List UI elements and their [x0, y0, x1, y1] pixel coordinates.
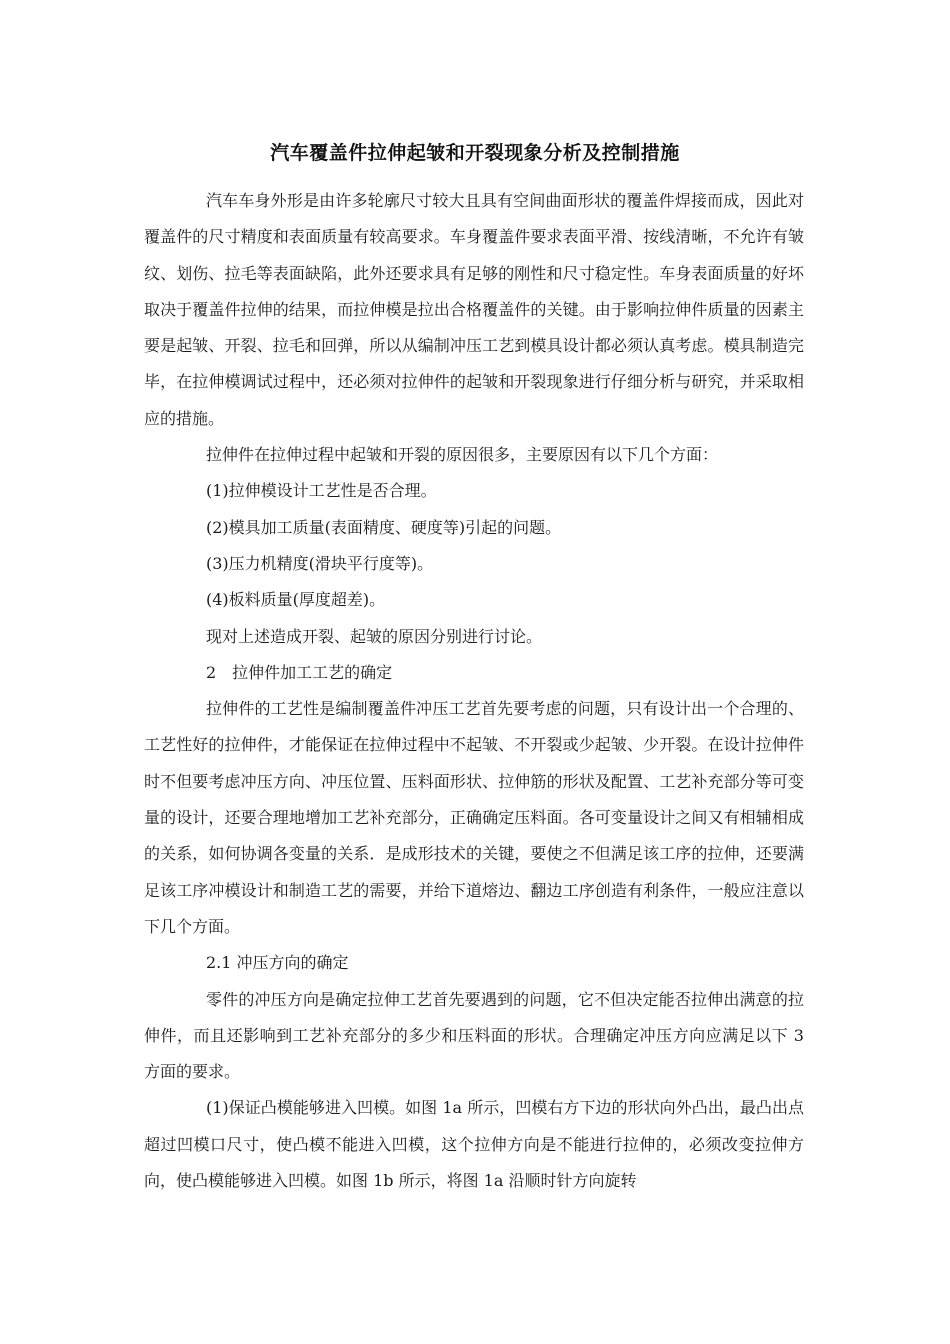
section-2-paragraph: 拉伸件的工艺性是编制覆盖件冲压工艺首先要考虑的问题，只有设计出一个合理的、工艺性好的拉伸件，才能保证在拉伸过程中不起皱、不开裂或少起皱、少开裂。在设计拉伸件时不但要考虑冲压方向、冲压位置、压料面形状、拉伸筋的形状及配置、工艺补充部分等可变量的设计，还要合理地增加工艺补充部分，正确确定压料面。各可变量设计之间又有相辅相成的关系，如何协调各变量的关系．是成形技术的关键，要使之不但满足该工序的拉伸，还要满足该工序冲模设计和制造工艺的需要，并给下道熔边、翻边工序创造有利条件，一般应注意以下几个方面。 [144, 699, 804, 936]
section-heading-2-1: 2.1 冲压方向的确定 [206, 953, 349, 973]
causes-intro-paragraph: 拉伸件在拉伸过程中起皱和开裂的原因很多，主要原因有以下几个方面： [206, 445, 719, 465]
section-2-1-paragraph: 零件的冲压方向是确定拉伸工艺首先要遇到的问题，它不但决定能否拉伸出满意的拉伸件，而且还影响到工艺补充部分的多少和压料面的形状。合理确定冲压方向应满足以下 3 方面的要求。 [144, 989, 804, 1082]
document-title: 汽车覆盖件拉伸起皱和开裂现象分析及控制措施 [270, 142, 680, 164]
cause-item-1: (1)拉伸模设计工艺性是否合理。 [206, 481, 437, 501]
cause-item-2: (2)模具加工质量(表面精度、硬度等)引起的问题。 [206, 517, 562, 537]
requirement-item-1-paragraph: (1)保证凸模能够进入凹模。如图 1a 所示，凹模右方下边的形状向外凸出，最凸出点超过凹模口尺寸，使凸模不能进入凹模，这个拉伸方向是不能进行拉伸的，必须改变拉伸方向，使凸模能够进入凹模。如图 1b 所示，将图 1a 沿顺时针方向旋转 [144, 1098, 804, 1191]
cause-item-4: (4)板料质量(厚度超差)。 [206, 590, 386, 610]
section-heading-2: 2 拉伸件加工工艺的确定 [206, 662, 393, 682]
discussion-paragraph: 现对上述造成开裂、起皱的原因分别进行讨论。 [206, 626, 543, 646]
cause-item-3: (3)压力机精度(滑块平行度等)。 [206, 553, 434, 573]
document-body [144, 183, 804, 1199]
intro-paragraph: 汽车车身外形是由许多轮廓尺寸较大且具有空间曲面形状的覆盖件焊接而成，因此对覆盖件的尺寸精度和表面质量有较高要求。车身覆盖件要求表面平滑、按线清晰，不允许有皱纹、划伤、拉毛等表面缺陷，此外还要求具有足够的刚性和尺寸稳定性。车身表面质量的好坏取决于覆盖件拉伸的结果，而拉伸模是拉出合格覆盖件的关键。由于影响拉伸件质量的因素主要是起皱、开裂、拉毛和回弹，所以从编制冲压工艺到模具设计都必须认真考虑。模具制造完毕，在拉伸模调试过程中，还必须对拉伸件的起皱和开裂现象进行仔细分析与研究，并采取相应的措施。 [144, 191, 804, 428]
